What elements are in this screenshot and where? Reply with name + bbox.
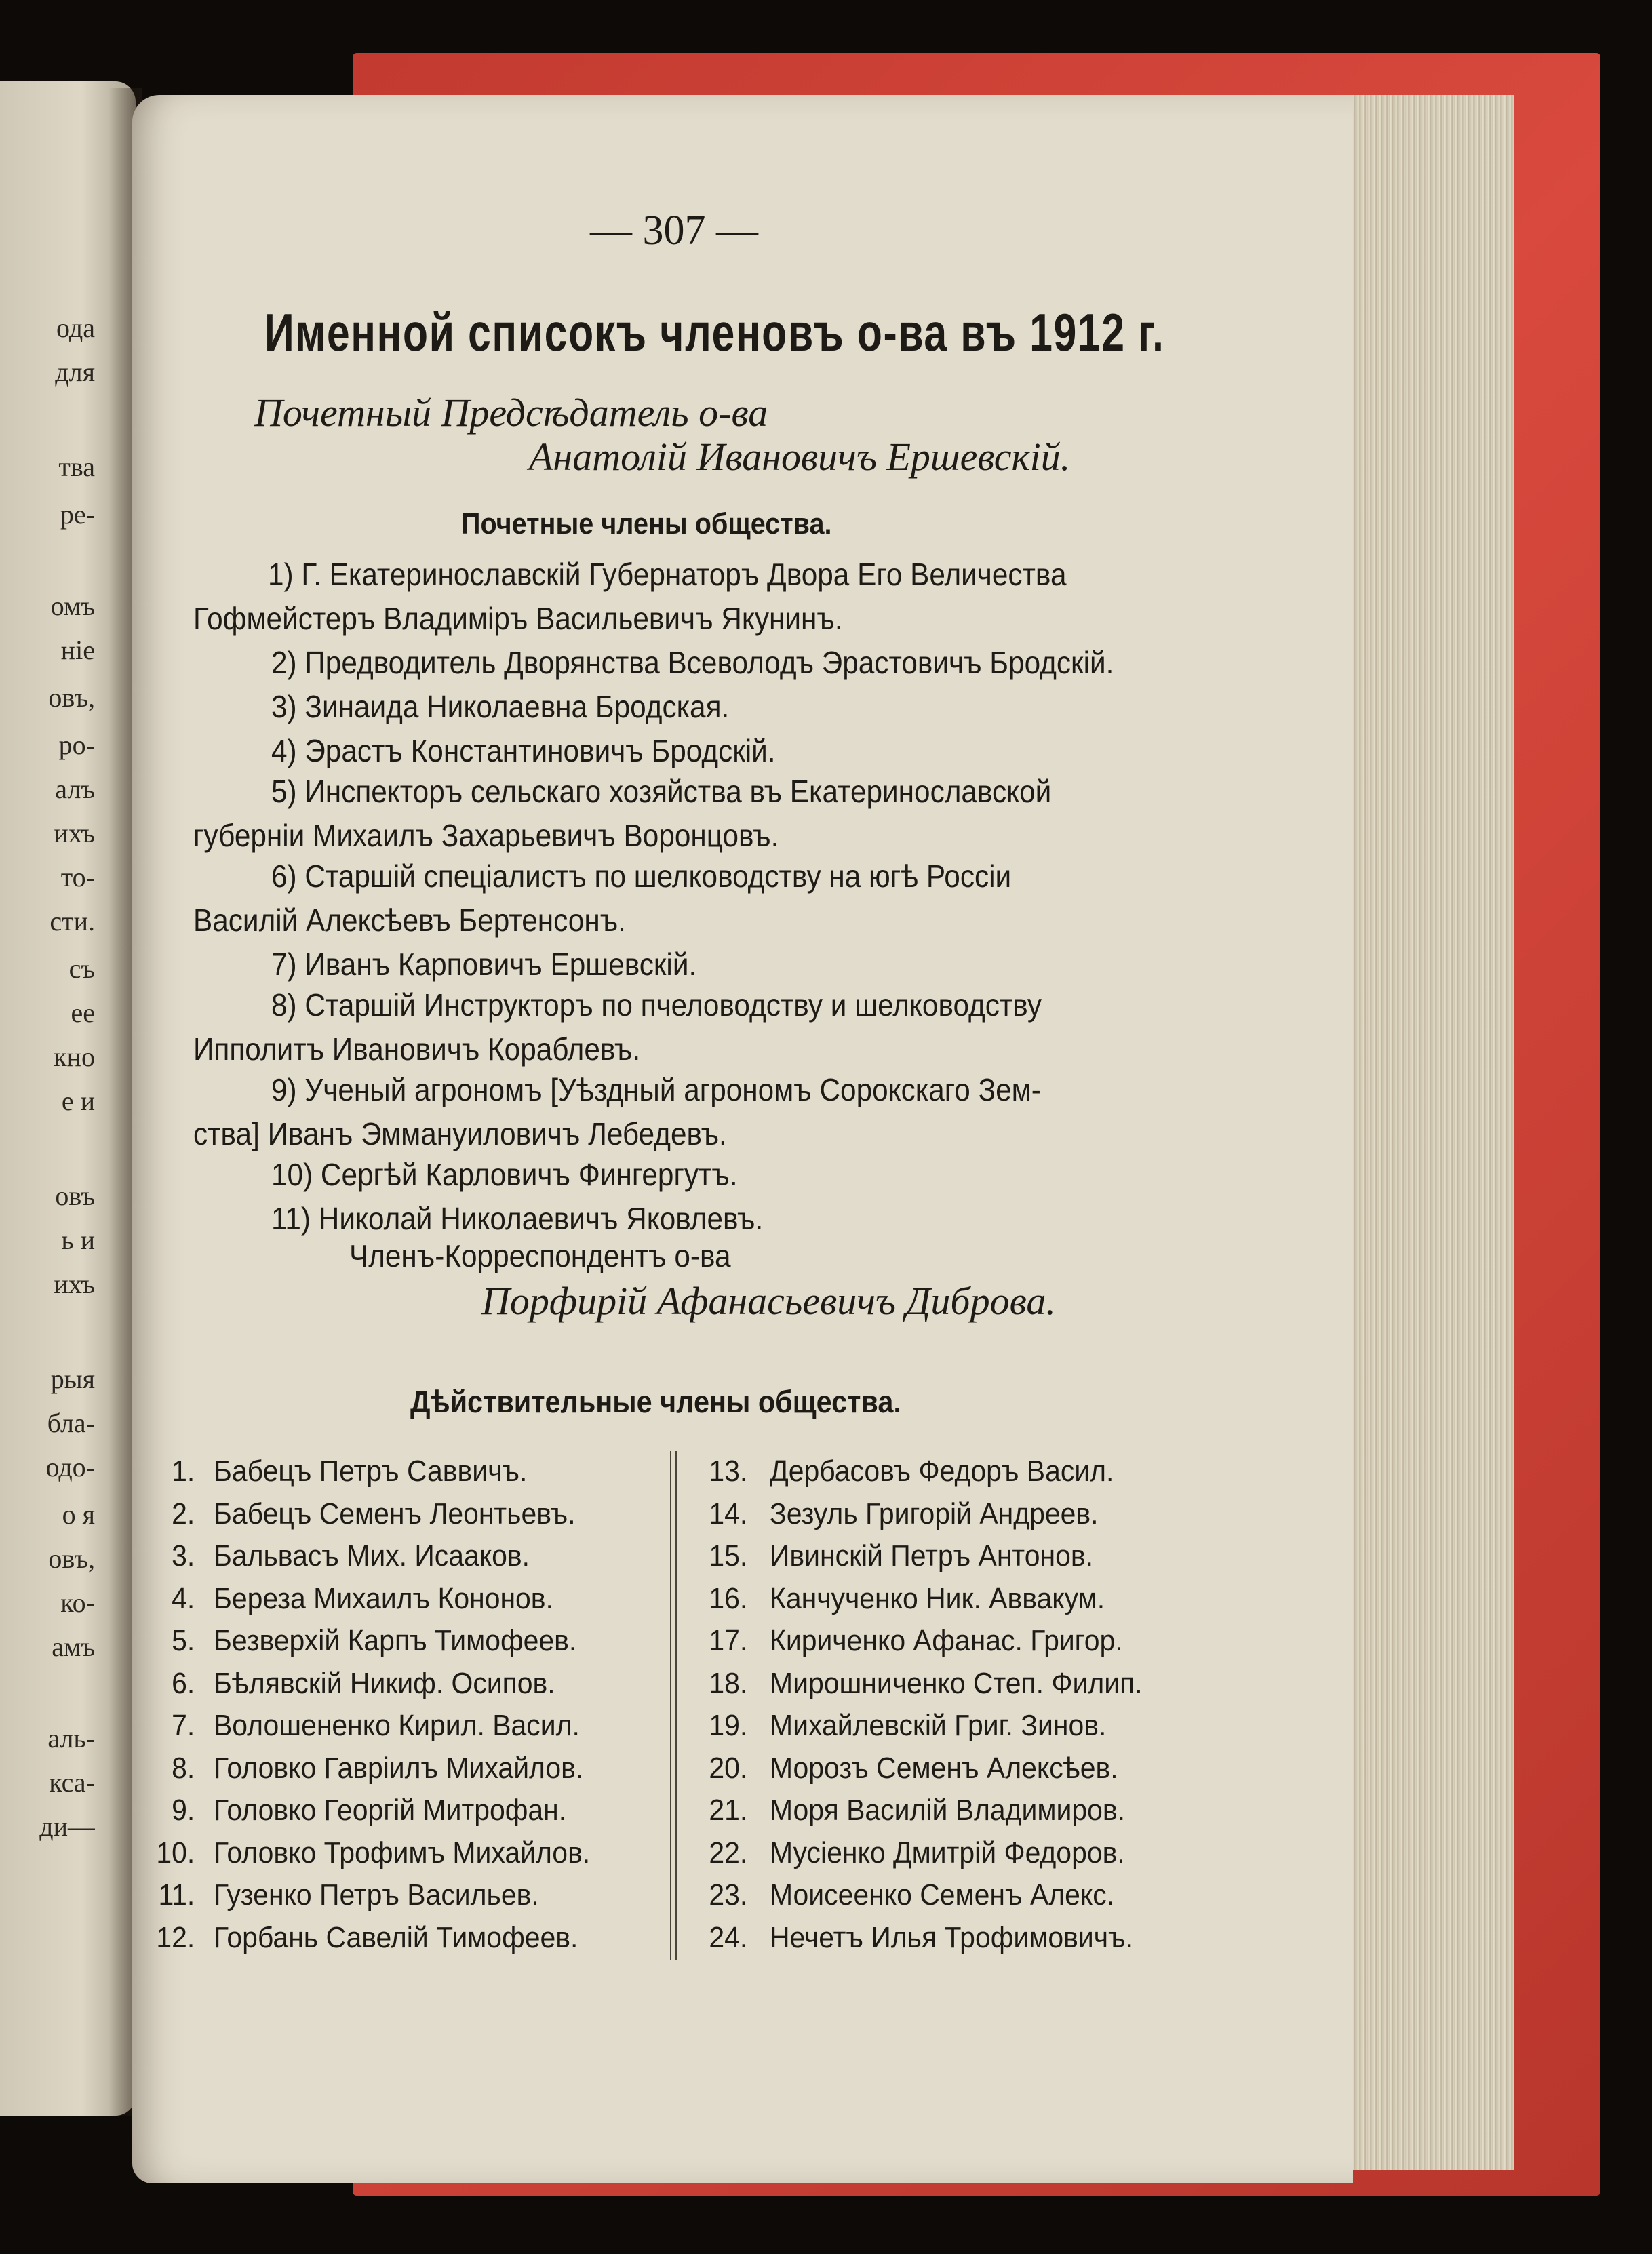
previous-page-fragment: тва — [58, 452, 95, 482]
member-number: 6. — [172, 1666, 195, 1700]
previous-page-fragment: кса- — [49, 1767, 95, 1798]
chairman-name: Анатолій Ивановичъ Ершевскій. — [529, 435, 1071, 479]
honorary-member-line: 11) Николай Николаевичъ Яковлевъ. — [271, 1201, 764, 1236]
honorary-member-line: 5) Инспекторъ сельскаго хозяйства въ Екатеринославской — [271, 774, 1052, 809]
member-number: 17. — [709, 1624, 748, 1657]
member-number: 2. — [172, 1497, 195, 1530]
member-name: Нечетъ Илья Трофимовичъ. — [770, 1920, 1133, 1954]
member-name: Морозъ Семенъ Алексѣев. — [770, 1751, 1118, 1785]
member-name: Волошененко Кирил. Васил. — [214, 1709, 580, 1742]
honorary-member-line: губерніи Михаилъ Захарьевичъ Воронцовъ. — [193, 818, 779, 853]
honorary-heading: Почетные члены общества. — [461, 507, 832, 540]
active-heading: Дѣйствительные члены общества. — [410, 1384, 901, 1419]
previous-page-fragment: кно — [54, 1042, 95, 1072]
honorary-member-line: ства] Иванъ Эммануиловичъ Лебедевъ. — [193, 1116, 727, 1151]
previous-page-fragment: о я — [62, 1499, 95, 1530]
honorary-member-line: 2) Предводитель Дворянства Всеволодъ Эрастовичъ Бродскій. — [271, 645, 1114, 680]
previous-page-fragment: ее — [71, 997, 95, 1028]
page-block-edges — [1350, 95, 1514, 2170]
member-name: Ивинскій Петръ Антонов. — [770, 1539, 1093, 1573]
member-name: Мусіенко Дмитрій Федоров. — [770, 1836, 1125, 1870]
honorary-member-line: Ипполитъ Ивановичъ Кораблевъ. — [193, 1031, 641, 1067]
member-number: 22. — [709, 1836, 748, 1870]
previous-page-fragment: е и — [61, 1086, 95, 1116]
previous-page-fragment: сти. — [50, 906, 95, 936]
member-name: Дербасовъ Федоръ Васил. — [770, 1455, 1114, 1488]
honorary-member-line: 1) Г. Екатеринославскій Губернаторъ Двора Его Величества — [268, 557, 1067, 592]
member-name: Безверхій Карпъ Тимофеев. — [214, 1624, 577, 1657]
member-name: Мирошниченко Степ. Филип. — [770, 1666, 1143, 1700]
correspondent-label: Членъ-Корреспондентъ о-ва — [349, 1238, 731, 1273]
previous-page-fragment: ніе — [60, 635, 95, 665]
member-name: Береза Михаилъ Кононов. — [214, 1581, 553, 1615]
member-number: 16. — [709, 1581, 748, 1615]
member-number: 12. — [156, 1920, 195, 1954]
honorary-member-line: 8) Старшій Инструкторъ по пчеловодству и шелководству — [271, 987, 1042, 1023]
member-number: 24. — [709, 1920, 748, 1954]
page-title: Именной списокъ членовъ о-ва въ 1912 г. — [264, 302, 1165, 362]
member-number: 7. — [172, 1709, 195, 1742]
honorary-member-line: Гофмейстеръ Владиміръ Васильевичъ Якунинъ. — [193, 601, 843, 636]
previous-page-fragment: то- — [60, 862, 95, 892]
member-number: 10. — [156, 1836, 195, 1870]
member-name: Михайлевскій Григ. Зинов. — [770, 1709, 1107, 1742]
member-name: Моря Василій Владимиров. — [770, 1794, 1125, 1827]
honorary-member-line: 4) Эрастъ Константиновичъ Бродскій. — [271, 733, 776, 768]
previous-page-fragment: ди— — [39, 1811, 95, 1842]
previous-page-fragment: для — [55, 357, 95, 387]
member-name: Канчученко Ник. Аввакум. — [770, 1581, 1105, 1615]
column-divider — [670, 1451, 677, 1960]
member-number: 11. — [158, 1878, 195, 1912]
member-name: Кириченко Афанас. Григор. — [770, 1624, 1123, 1657]
previous-page-fragment: рыя — [50, 1364, 95, 1394]
previous-page-fragment: омъ — [50, 591, 95, 621]
previous-page-fragment: ь и — [61, 1225, 95, 1255]
honorary-member-line: 9) Ученый агрономъ [Уѣздный агрономъ Сорокскаго Зем- — [271, 1072, 1041, 1107]
previous-page-fragment: съ — [68, 953, 95, 984]
previous-page-fragment: одо- — [45, 1452, 95, 1482]
member-number: 18. — [709, 1666, 748, 1700]
member-number: 9. — [172, 1794, 195, 1827]
member-name: Головко Гавріилъ Михайлов. — [214, 1751, 584, 1785]
previous-page-fragment: ихъ — [54, 1269, 95, 1299]
member-name: Головко Трофимъ Михайлов. — [214, 1836, 591, 1870]
member-name: Головко Георгій Митрофан. — [214, 1794, 567, 1827]
member-number: 4. — [172, 1581, 195, 1615]
member-number: 23. — [709, 1878, 748, 1912]
previous-page-fragment: овъ, — [48, 1543, 95, 1574]
member-number: 19. — [709, 1709, 748, 1742]
member-name: Бальвасъ Мих. Исааков. — [214, 1539, 530, 1573]
previous-page-fragment: ро- — [58, 730, 95, 760]
honorary-member-line: Василій Алексѣевъ Бертенсонъ. — [193, 903, 626, 938]
member-name: Бабецъ Семенъ Леонтьевъ. — [214, 1497, 576, 1530]
member-number: 21. — [709, 1794, 748, 1827]
honorary-member-line: 3) Зинаида Николаевна Бродская. — [271, 689, 730, 724]
member-number: 14. — [709, 1497, 748, 1530]
member-number: 13. — [709, 1455, 748, 1488]
previous-page-fragment: ихъ — [54, 818, 95, 848]
member-name: Зезуль Григорій Андреев. — [770, 1497, 1099, 1530]
member-number: 20. — [709, 1751, 748, 1785]
member-name: Гузенко Петръ Васильев. — [214, 1878, 539, 1912]
member-number: 8. — [172, 1751, 195, 1785]
member-number: 3. — [172, 1539, 195, 1573]
member-number: 5. — [172, 1624, 195, 1657]
member-number: 15. — [709, 1539, 748, 1573]
previous-page-fragment: амъ — [52, 1632, 95, 1662]
previous-page-fragment: алъ — [55, 774, 95, 804]
honorary-member-line: 10) Сергѣй Карловичъ Фингергутъ. — [271, 1157, 738, 1192]
previous-page-fragment: овъ — [55, 1181, 95, 1211]
correspondent-name: Порфирій Афанасьевичъ Диброва. — [481, 1279, 1056, 1323]
previous-page-fragment: ре- — [60, 499, 95, 530]
previous-page-fragment: ода — [56, 313, 95, 343]
member-name: Бабецъ Петръ Саввичъ. — [214, 1455, 528, 1488]
previous-page-fragment: ко- — [60, 1587, 95, 1618]
member-name: Бѣлявскій Никиф. Осипов. — [214, 1666, 555, 1700]
previous-page-fragment: аль- — [47, 1723, 95, 1754]
member-number: 1. — [172, 1455, 195, 1488]
member-name: Моисеенко Семенъ Алекс. — [770, 1878, 1115, 1912]
previous-page-fragment: овъ, — [48, 682, 95, 713]
page-number: — 307 — — [590, 207, 758, 254]
honorary-member-line: 7) Иванъ Карповичъ Ершевскій. — [271, 947, 697, 982]
honorary-member-line: 6) Старшій спеціалистъ по шелководству на югѣ Россіи — [271, 858, 1012, 894]
chairman-label: Почетный Предсѣдатель о-ва — [254, 391, 768, 435]
member-name: Горбань Савелій Тимофеев. — [214, 1920, 578, 1954]
previous-page-fragment: бла- — [47, 1408, 95, 1438]
